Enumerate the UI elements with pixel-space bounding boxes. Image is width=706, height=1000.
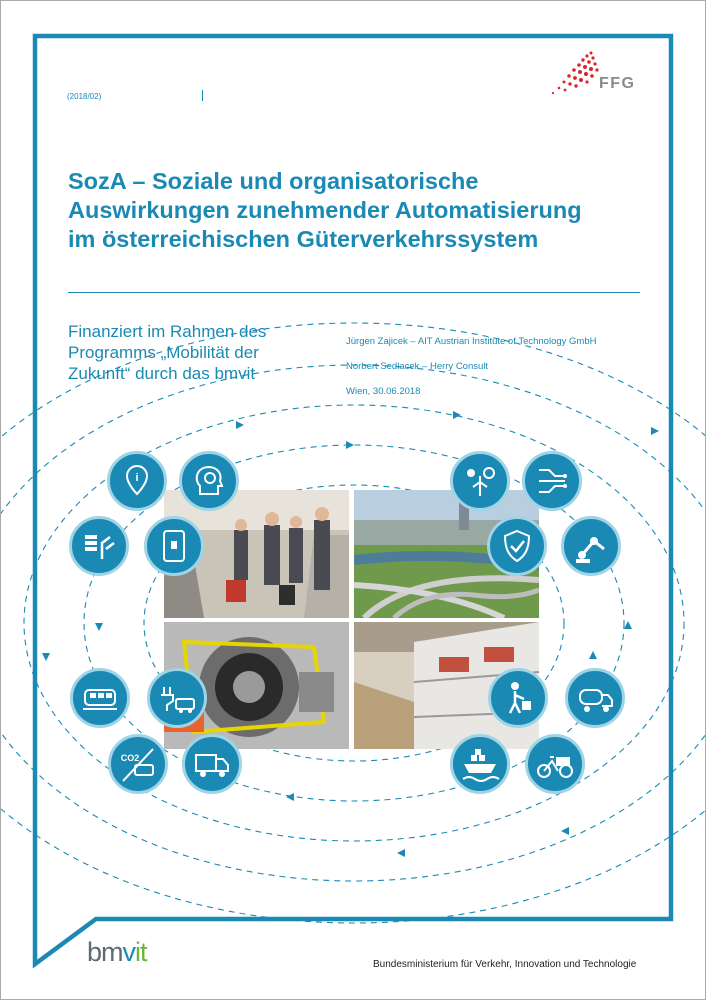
renewable-energy-icon <box>450 451 510 511</box>
co2-label: CO2 <box>120 753 140 763</box>
tank-truck-icon <box>565 668 625 728</box>
head-sync-icon <box>179 451 239 511</box>
title-line-1: SozA – Soziale und organisatorische <box>68 168 479 194</box>
security-shield-icon <box>487 516 547 576</box>
bmvit-logo <box>87 937 147 968</box>
title-rule <box>68 292 640 293</box>
title-line-2: Auswirkungen zunehmender Automatisierung <box>68 197 582 223</box>
container-ship-icon <box>450 734 510 794</box>
bmvit-logo-it: it <box>135 937 147 967</box>
bmvit-logo-v: v <box>122 937 136 967</box>
cargo-bike-icon <box>525 734 585 794</box>
author-1: Jürgen Zajicek – AIT Austrian Institute of Technology GmbH <box>346 336 597 347</box>
info-location-icon <box>107 451 167 511</box>
title-line-3: im österreichischen Güterverkehrssystem <box>68 226 539 252</box>
robot-arm-icon <box>561 516 621 576</box>
report-number: (2018/02) <box>67 92 102 101</box>
ministry-name: Bundesministerium für Verkehr, Innovation und Technologie <box>373 959 637 970</box>
place-date: Wien, 30.06.2018 <box>346 386 421 397</box>
train-icon <box>70 668 130 728</box>
svg-text:i: i <box>135 472 139 484</box>
smartphone-touch-icon <box>144 516 204 576</box>
parcel-courier-icon <box>488 668 548 728</box>
header-divider <box>202 90 203 101</box>
report-title <box>68 167 668 254</box>
person-gesture-icon <box>69 516 129 576</box>
ffg-logo-text: FFG <box>599 75 636 92</box>
funding-statement <box>68 321 328 384</box>
funding-line-1: Finanziert im Rahmen des <box>68 322 267 341</box>
funding-line-2: Programms „Mobilität der <box>68 343 259 362</box>
electric-vehicle-icon <box>147 668 207 728</box>
author-block <box>346 336 676 411</box>
author-2: Norbert Sedlacek – Herry Consult <box>346 361 489 372</box>
delivery-truck-icon <box>182 734 242 794</box>
co2-free-icon <box>108 734 168 794</box>
funding-line-3: Zukunft“ durch das bmvit <box>68 364 256 383</box>
bmvit-logo-bm: bm <box>87 937 123 967</box>
circuit-board-icon <box>522 451 582 511</box>
